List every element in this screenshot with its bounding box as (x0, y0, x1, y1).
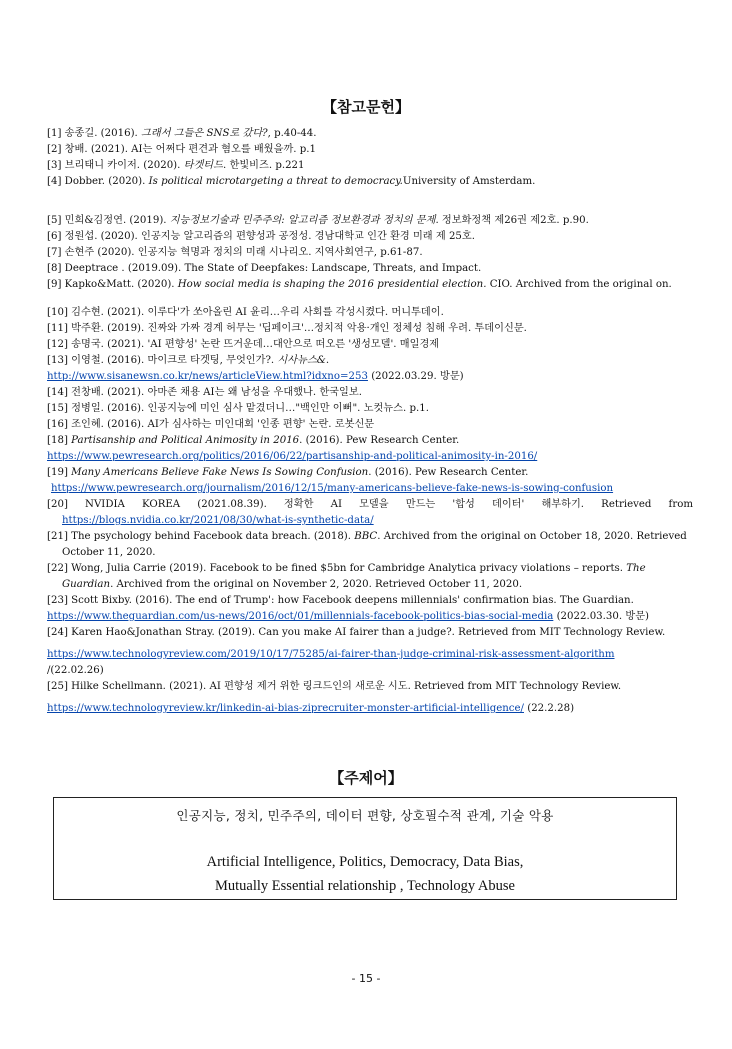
keywords-korean: 인공지능, 정치, 민주주의, 데이터 편향, 상호필수적 관계, 기술 악용 (176, 808, 554, 823)
reference-7: [7] 손현주 (2020). 인공지능 혁명과 정치의 미래 시나리오. 지역사회연구, p.61-87. (47, 247, 423, 258)
reference-18-link-line (47, 449, 693, 465)
reference-25-link-line: https://www.technologyreview.kr/linkedin-ai-bias-ziprecruiter-monster-artificial-intelligence/ (22.2.28) (47, 703, 575, 714)
reference-8: [8] Deeptrace . (2019.09). The State of Deepfakes: Landscape, Threats, and Impact. (47, 263, 482, 274)
reference-20: [20] NVIDIA KOREA (2021.08.39). 정확한 AI 모델을 만드는 '합성 데이터' 해부하기. Retrieved from (47, 499, 693, 510)
reference-22: [22] Wong, Julia Carrie (2019). Facebook to be fined $5bn for Cambridge Analytica privacy violations – reports. The Guardian. Archived from the original on November 2, 2020. Retrieved October 11, 2020. (47, 563, 646, 590)
reference-20-link-line (47, 513, 693, 529)
references-heading: 【참고문헌】 (322, 98, 410, 116)
reference-5: [5] 민희&김정연. (2019). 지능정보기술과 민주주의: 알고리즘 정보환경과 정치의 문제. 정보화정책 제26권 제2호. p.90. (47, 215, 589, 226)
reference-11: [11] 박주환. (2019). 진짜와 가짜 경계 허무는 '딥페이크'…정치적 악용·개인 정체성 침해 우려. 투데이신문. (47, 323, 527, 334)
reference-14: [14] 전창배. (2021). 아마존 채용 AI는 왜 남성을 우대했나. 한국일보. (47, 387, 362, 398)
reference-6: [6] 정원섭. (2020). 인공지능 알고리즘의 편향성과 공정성. 경남대학교 인간 환경 미래 제 25호. (47, 231, 475, 242)
reference-list (47, 126, 693, 717)
reference-24-date: /(22.02.26) (47, 665, 104, 676)
reference-15: [15] 정병일. (2016). 인공지능에 미인 심사 맡겼더니…"백인만 이뻐". 노컷뉴스. p.1. (47, 403, 429, 414)
reference-19-link-line (47, 481, 693, 497)
keywords-heading: 【주제어】 (329, 769, 403, 787)
reference-25: [25] Hilke Schellmann. (2021). AI 편향성 제거 위한 링크드인의 새로운 시도. Retrieved from MIT Technology Review. (47, 681, 622, 692)
reference-18-link[interactable]: https://www.pewresearch.org/politics/2016/06/22/partisanship-and-political-animosity-in-2016/ (47, 451, 538, 462)
reference-3: [3] 브리태니 카이저. (2020). 타겟티드. 한빛비즈. p.221 (47, 160, 305, 171)
page-number: - 15 - (351, 972, 381, 985)
reference-19: [19] Many Americans Believe Fake News Is Sowing Confusion. (2016). Pew Research Center. (47, 467, 529, 478)
reference-24-link-line (47, 647, 693, 663)
reference-1: [1] 송종길. (2016). 그래서 그들은 SNS로 갔다?, p.40-44. (47, 128, 317, 139)
reference-13-link-line: http://www.sisanewsn.co.kr/news/articleView.html?idxno=253 (2022.03.29. 방문) (47, 371, 464, 382)
reference-25-link[interactable]: https://www.technologyreview.kr/linkedin-ai-bias-ziprecruiter-monster-artificial-intelligence/ (47, 703, 524, 714)
reference-12: [12] 송명국. (2021). 'AI 편향성' 논란 뜨거운데…대안으로 떠오른 '생성모델'. 매일경제 (47, 339, 440, 350)
keywords-english-line1: Artificial Intelligence, Politics, Democracy, Data Bias, (206, 854, 524, 870)
reference-24: [24] Karen Hao&Jonathan Stray. (2019). Can you make AI fairer than a judge?. Retrieved from MIT Technology Review. (47, 627, 666, 638)
reference-13: [13] 이영철. (2016). 마이크로 타겟팅, 무엇인가?. 시사뉴스&. (47, 355, 330, 366)
reference-10: [10] 김수현. (2021). 이루다'가 쏘아올린 AI 윤리…우리 사회를 각성시켰다. 머니투데이. (47, 307, 444, 318)
reference-4: [4] Dobber. (2020). Is political microtargeting a threat to democracy.University of Amsterdam. (47, 176, 536, 187)
reference-23: [23] Scott Bixby. (2016). The end of Trump': how Facebook deepens millennials' confirmation bias. The Guardian. (47, 595, 634, 606)
reference-2: [2] 창배. (2021). AI는 어쩌다 편견과 혐오를 배웠을까. p.1 (47, 144, 317, 155)
reference-23-link-line: https://www.theguardian.com/us-news/2016/oct/01/millennials-facebook-politics-bias-social-media (2022.03.30. 방문) (47, 611, 650, 622)
keywords-box (53, 797, 677, 900)
reference-9: [9] Kapko&Matt. (2020). How social media is shaping the 2016 presidential election. CIO. Archived from the original on. (47, 279, 672, 290)
reference-18: [18] Partisanship and Political Animosity in 2016. (2016). Pew Research Center. (47, 435, 460, 446)
reference-19-link[interactable]: https://www.pewresearch.org/journalism/2016/12/15/many-americans-believe-fake-news-is-sowing-confusion (51, 483, 614, 494)
reference-21: [21] The psychology behind Facebook data breach. (2018). BBC. Archived from the original on October 18, 2020. Retrieved October 11, 2020. (47, 531, 687, 558)
reference-16: [16] 조인혜. (2016). AI가 심사하는 미인대회 '인종 편향' 논란. 로봇신문 (47, 419, 375, 430)
reference-20-link[interactable]: https://blogs.nvidia.co.kr/2021/08/30/what-is-synthetic-data/ (62, 515, 374, 526)
keywords-english-line2: Mutually Essential relationship , Technology Abuse (215, 878, 515, 894)
reference-23-link[interactable]: https://www.theguardian.com/us-news/2016/oct/01/millennials-facebook-politics-bias-social-media (47, 611, 554, 622)
reference-24-link[interactable]: https://www.technologyreview.com/2019/10/17/75285/ai-fairer-than-judge-criminal-risk-assessment-algorithm (47, 649, 615, 660)
reference-13-link[interactable]: http://www.sisanewsn.co.kr/news/articleView.html?idxno=253 (47, 371, 368, 382)
